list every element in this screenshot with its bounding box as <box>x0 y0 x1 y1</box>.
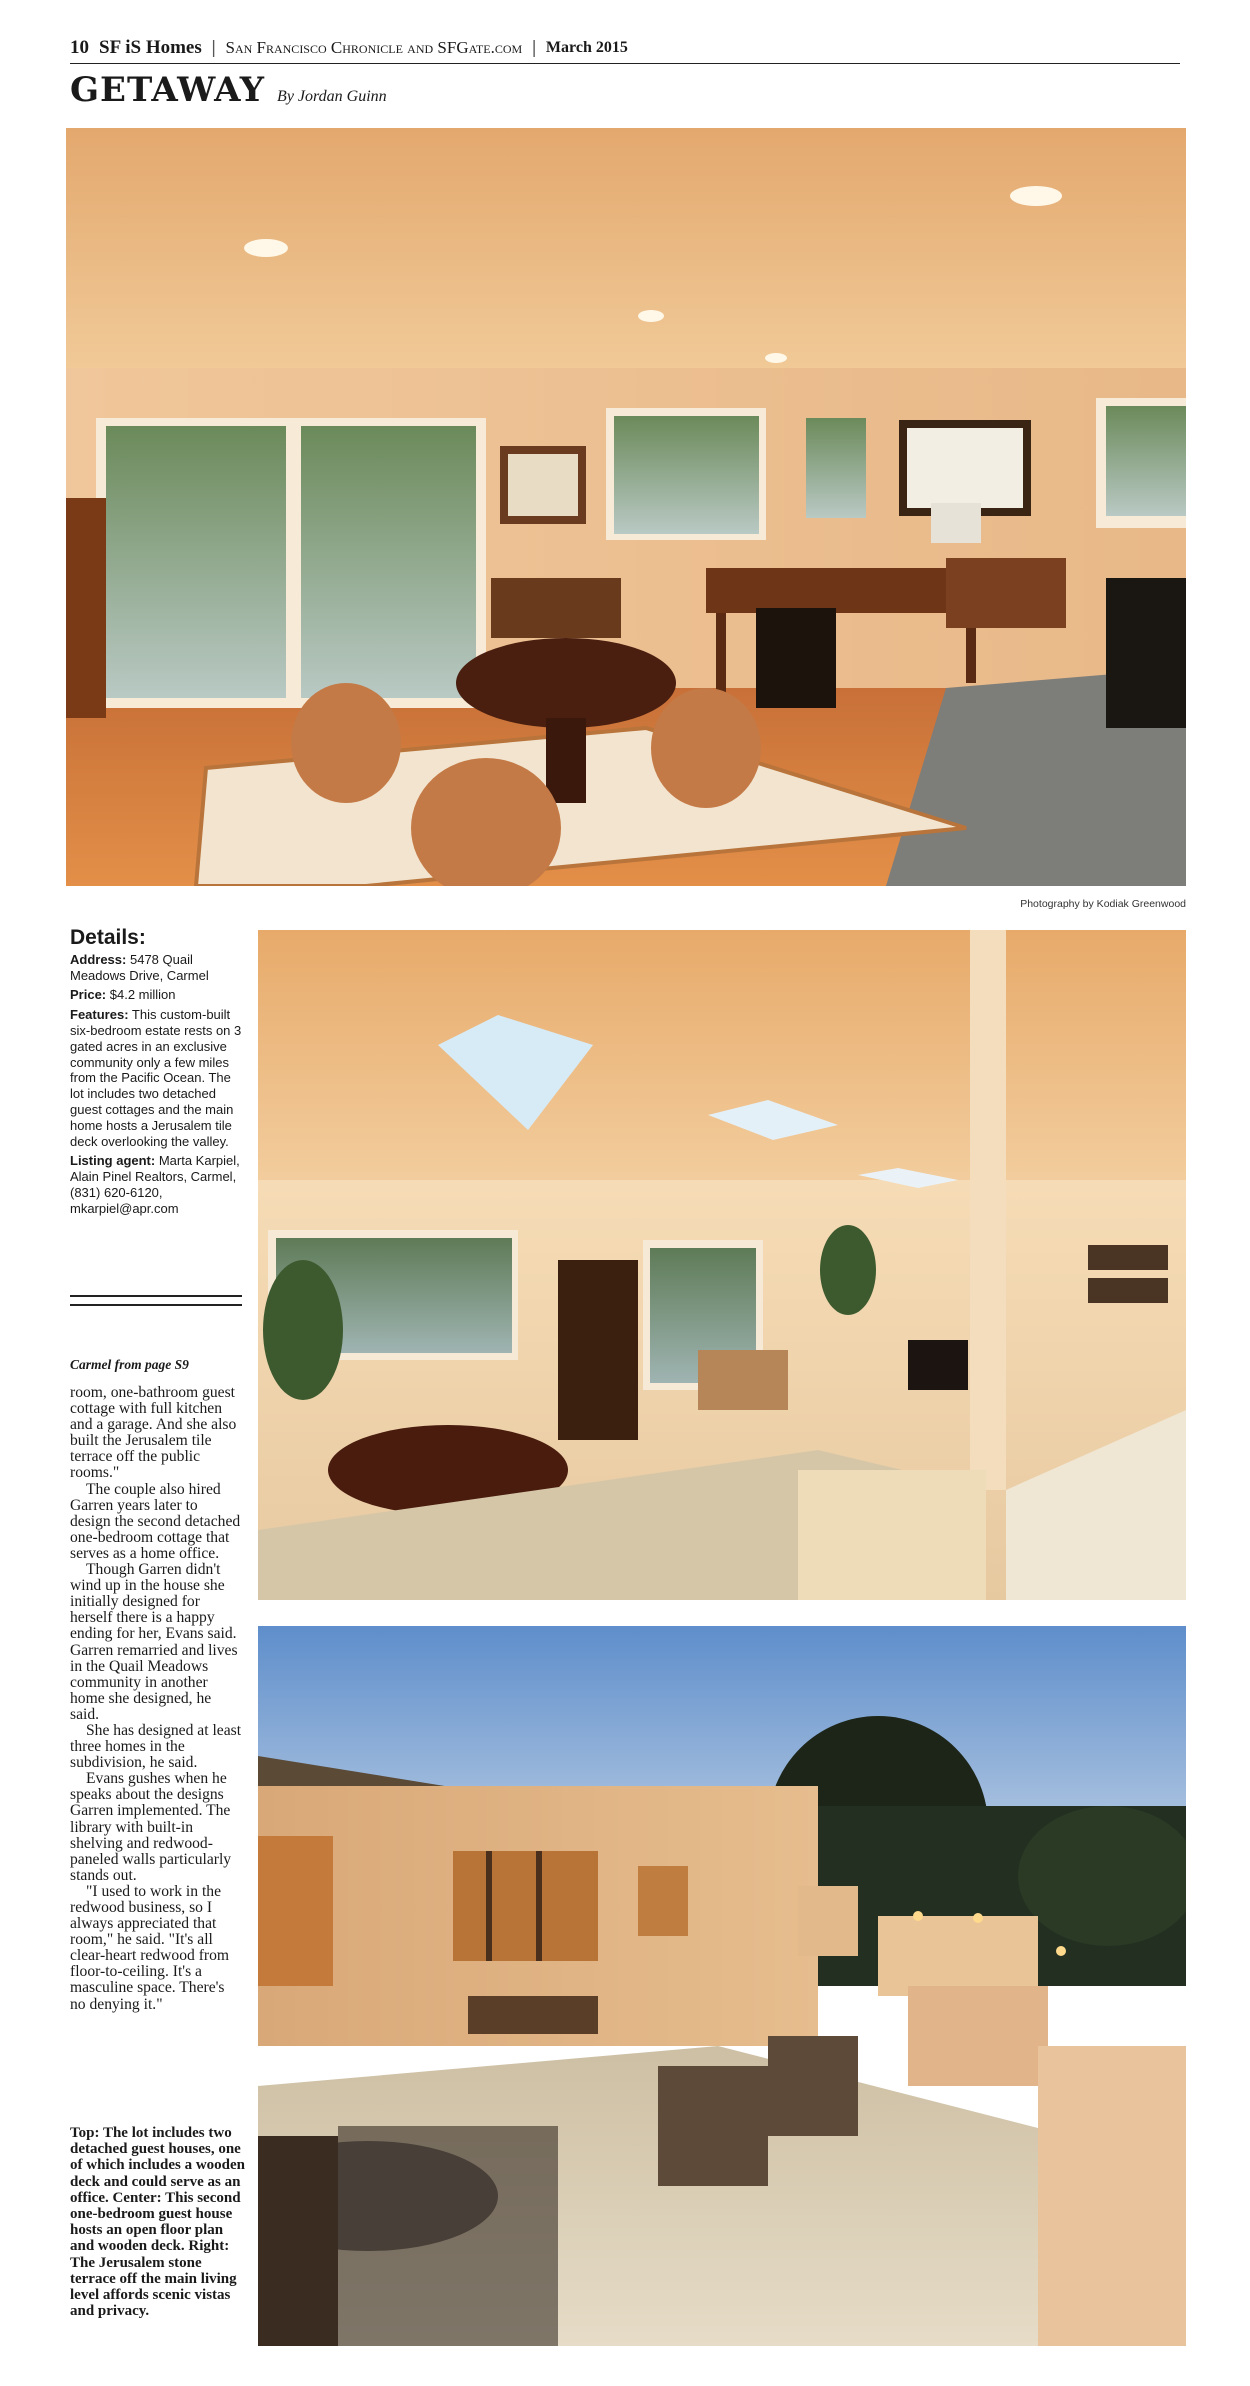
title-row <box>70 70 387 110</box>
section-title: GETAWAY <box>70 70 266 110</box>
body-paragraph: The couple also hired Garren years later to design the second detached one-bedroom cottage that serves as a home office. <box>70 1480 241 1562</box>
body-paragraph: Evans gushes when he speaks about the designs Garren implemented. The library with built-in shelving and redwood-paneled walls particularly stands out. <box>70 1770 232 1884</box>
details-features: Features: This custom-built six-bedroom estate rests on 3 gated acres in an exclusive community only a few miles from the Pacific Ocean. The lot includes two detached guest cottages and the main home hosts a Jerusalem tile deck overlooking the valley. <box>70 1007 242 1149</box>
page-header <box>70 36 1180 64</box>
body-paragraph: She has designed at least three homes in the subdivision, he said. <box>70 1721 242 1772</box>
details-agent: Listing agent: Marta Karpiel, Alain Pinel Realtors, Carmel, (831) 620-6120, mkarpiel@apr.com <box>70 1153 240 1216</box>
details-price: Price: $4.2 million <box>70 987 176 1003</box>
double-rule-divider <box>70 1295 242 1306</box>
header-separator: | <box>210 37 217 58</box>
newspaper-name: San Francisco Chronicle and SFGate.com <box>225 37 523 57</box>
page-number: 10 <box>70 36 89 58</box>
details-address: Address: 5478 Quail Meadows Drive, Carmel <box>70 951 209 983</box>
photo-guest-house-office <box>66 128 1186 886</box>
header-separator: | <box>531 37 537 58</box>
publication-name: SF iS Homes <box>99 36 202 58</box>
photo-guest-house-interior <box>258 930 1186 1600</box>
photo-caption: Top: The lot includes two detached guest houses, one of which includes a wooden deck and could serve as an office. Center: This second one-bedroom guest house hosts an open floor plan and wooden deck. Right: The Jerusalem stone terrace off the main living level affords scenic vistas and privacy. <box>70 2125 246 2320</box>
photo-stone-terrace <box>258 1626 1186 2346</box>
details-box <box>70 926 245 1221</box>
details-heading: Details: <box>70 926 146 949</box>
jump-line: Carmel from page S9 <box>70 1357 189 1372</box>
body-paragraph: Though Garren didn't wind up in the house she initially designed for herself there is a happy ending for her, Evans said. Garren remarried and lives in the Quail Meadows community in another home she designed, he said. <box>70 1561 238 1723</box>
body-paragraph: room, one-bathroom guest cottage with full kitchen and a garage. And she also built the Jerusalem tile terrace off the public rooms." <box>70 1384 237 1482</box>
body-paragraph: "I used to work in the redwood business, so I always appreciated that room," he said. "It's all clear-heart redwood from floor-to-ceiling. It's a masculine space. There's no denying it." <box>70 1882 230 2013</box>
issue-date: March 2015 <box>545 38 628 56</box>
byline: By Jordan Guinn <box>277 88 387 105</box>
photo-credit: Photography by Kodiak Greenwood <box>1020 898 1186 910</box>
article-body <box>70 1385 242 2013</box>
